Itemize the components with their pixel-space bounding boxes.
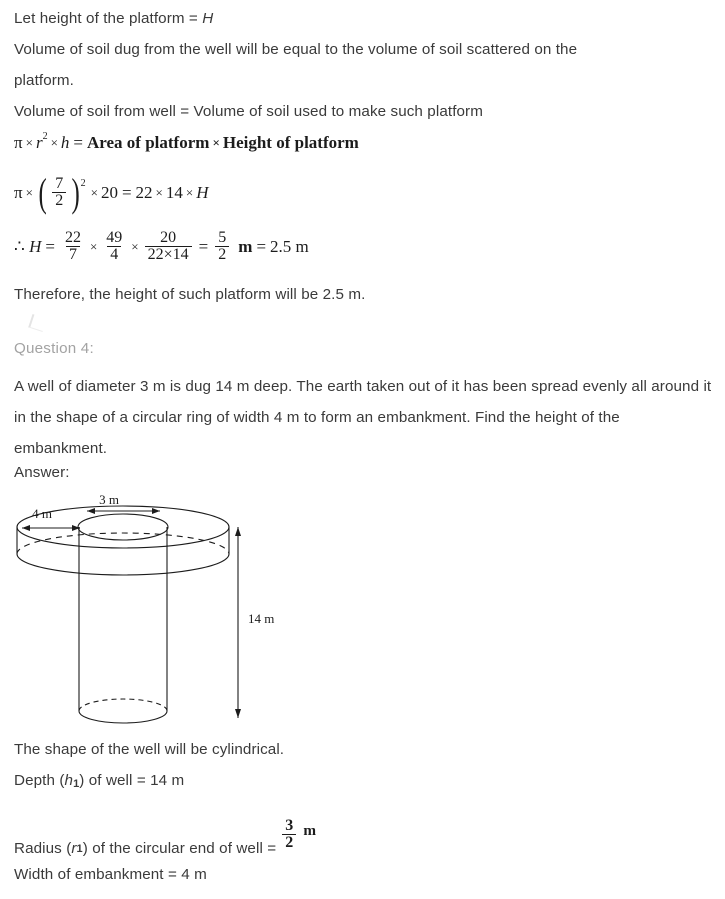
- exponent-2: 2: [42, 130, 48, 142]
- variable-r: r: [71, 839, 77, 857]
- equation-volume-formula: [14, 130, 359, 153]
- fraction-22-over-7: [62, 230, 84, 264]
- fraction-20-over-22x14: [145, 230, 192, 264]
- equation-substituted: π × ( $\frac{7}{2}$ ) 2 × 20 = 22 × 14 × H: [14, 169, 209, 215]
- times-symbol: ×: [25, 135, 33, 150]
- well-embankment-figure: [0, 478, 330, 738]
- radius-symbol: r: [35, 133, 43, 152]
- question-text: A well of diameter 3 m is dug 14 m deep. The earth taken out of it has been spread evenly all around it in the shape of a circular ring of width 4 m to form an embankment. Find the height of the embankment.: [14, 378, 712, 457]
- variable-H: H: [29, 236, 42, 256]
- answer-text: Radius (: [14, 839, 72, 857]
- numerator: 49: [106, 229, 123, 246]
- therefore-symbol: ∴: [14, 236, 25, 256]
- prose-line-volume-equal-2: platform.: [14, 72, 74, 89]
- numerator: 7: [55, 175, 64, 192]
- area-of-platform-text: Area of platform: [87, 133, 210, 152]
- denominator: 7: [66, 246, 80, 263]
- label-depth: 14 m: [248, 611, 275, 626]
- times-symbol: ×: [25, 184, 33, 200]
- value-22: 22: [135, 182, 153, 202]
- prose-line-platform-height: [14, 10, 213, 28]
- denominator: 2: [52, 192, 66, 209]
- equals-symbol: =: [121, 182, 132, 202]
- result-value: 2.5 m: [270, 236, 309, 256]
- prose-line-conclusion: Therefore, the height of such platform will be 2.5 m.: [14, 286, 366, 303]
- times-symbol: ×: [185, 184, 194, 200]
- scan-artifact-mark: [28, 314, 47, 332]
- times-symbol: ×: [212, 135, 220, 150]
- answer-line-width: Width of embankment = 4 m: [14, 866, 207, 883]
- fraction-3-over-2: [282, 818, 296, 852]
- numerator: 20: [160, 229, 177, 246]
- well-cylinder: [79, 527, 167, 723]
- exponent-2: 2: [80, 178, 86, 190]
- answer-line-shape: The shape of the well will be cylindrical.: [14, 741, 285, 758]
- variable-h: h: [64, 772, 74, 789]
- value-14: 14: [165, 182, 183, 202]
- depth-dimension-arrow: [235, 527, 241, 718]
- denominator: 2: [215, 246, 229, 263]
- answer-text: ) of well = 14 m: [79, 772, 185, 789]
- fraction-49-over-4: [103, 230, 125, 264]
- question-label: Question 4:: [14, 340, 94, 357]
- times-symbol: ×: [131, 238, 139, 254]
- equals-symbol: =: [73, 133, 83, 152]
- variable-H: H: [196, 182, 209, 202]
- value-20: 20: [100, 182, 118, 202]
- equals-symbol: =: [256, 236, 267, 256]
- numerator: 5: [218, 229, 227, 246]
- times-symbol: ×: [89, 238, 98, 254]
- denominator: 4: [107, 246, 121, 263]
- ring-width-dimension-arrow: [22, 525, 80, 531]
- prose-text: Let height of the platform =: [14, 10, 203, 27]
- times-symbol: ×: [155, 184, 163, 200]
- unit-metre: m: [238, 236, 253, 256]
- equals-symbol: =: [198, 236, 209, 256]
- variable-H: H: [202, 10, 214, 27]
- subscript-1: 1: [76, 842, 83, 855]
- prose-line-volume-from-well: Volume of soil from well = Volume of soil used to make such platform: [14, 103, 483, 120]
- label-diameter: 3 m: [99, 492, 119, 507]
- denominator: 2: [282, 834, 296, 851]
- well-embankment-svg: [0, 478, 330, 738]
- answer-line-depth: [14, 772, 184, 793]
- pi-symbol: π: [14, 133, 23, 152]
- numerator: 3: [285, 817, 294, 834]
- height-of-platform-text: Height of platform: [222, 133, 359, 152]
- pi-symbol: π: [14, 182, 23, 202]
- answer-label: Answer:: [14, 464, 70, 481]
- diameter-dimension-arrow: [87, 508, 160, 514]
- label-ring-width: 4 m: [32, 506, 52, 521]
- numerator: 22: [64, 229, 81, 246]
- height-symbol: h: [60, 133, 70, 152]
- answer-text: ) of the circular end of well =: [82, 839, 277, 857]
- prose-line-volume-equal-1: Volume of soil dug from the well will be equal to the volume of soil scattered on the: [14, 41, 578, 58]
- subscript-1: 1: [73, 778, 80, 790]
- equation-solve-H: [14, 230, 309, 264]
- answer-line-radius: [14, 817, 317, 866]
- denominator: 22×14: [145, 246, 192, 263]
- times-symbol: ×: [90, 184, 98, 200]
- fraction-7-over-2: [52, 176, 66, 210]
- equals-symbol: =: [45, 236, 55, 256]
- unit-metre: m: [303, 821, 317, 839]
- answer-text: Depth (: [14, 772, 65, 789]
- fraction-5-over-2: [215, 230, 229, 264]
- times-symbol: ×: [50, 135, 58, 150]
